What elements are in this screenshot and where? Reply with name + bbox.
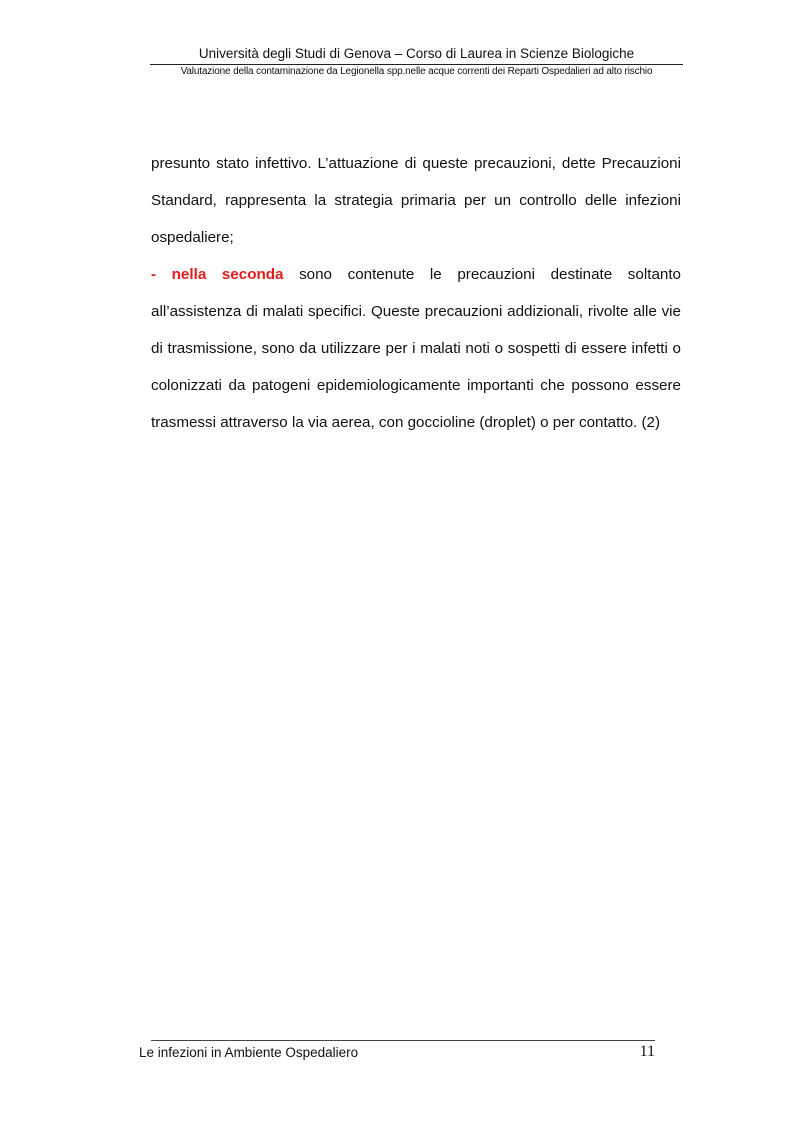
page-number: 11 — [639, 1043, 655, 1060]
header-divider — [150, 64, 683, 65]
highlighted-phrase: nella seconda — [171, 266, 284, 283]
main-text — [151, 145, 681, 441]
paragraph-additional-precautions — [151, 256, 681, 441]
paragraph-continuation: sono contenute le precauzioni destinate soltanto all’assistenza di malati specifici. Queste precauzioni addizionali, rivolte alle vie di trasmissione, sono da utilizzare per i malati noti o sospetti di essere infetti o colonizzati da patogeni epidemiologicamente importanti che possono essere trasmessi attraverso la via aerea, con goccioline (droplet) o per contatto. (2) — [151, 266, 682, 431]
paragraph-standard-precautions: presunto stato infettivo. L’attuazione di queste precauzioni, dette Precauzioni Standard, rappresenta la strategia primaria per un controllo delle infezioni ospedaliere; — [151, 155, 681, 246]
footer-chapter-title: Le infezioni in Ambiente Ospedaliero — [139, 1045, 359, 1060]
header-title: Università degli Studi di Genova – Corso di Laurea in Scienze Biologiche — [198, 46, 635, 61]
list-dash: - — [151, 266, 172, 283]
header-subtitle: Valutazione della contaminazione da Legionella spp.nelle acque correnti dei Reparti Ospedalieri ad alto rischio — [180, 66, 653, 77]
footer-divider — [151, 1040, 655, 1041]
